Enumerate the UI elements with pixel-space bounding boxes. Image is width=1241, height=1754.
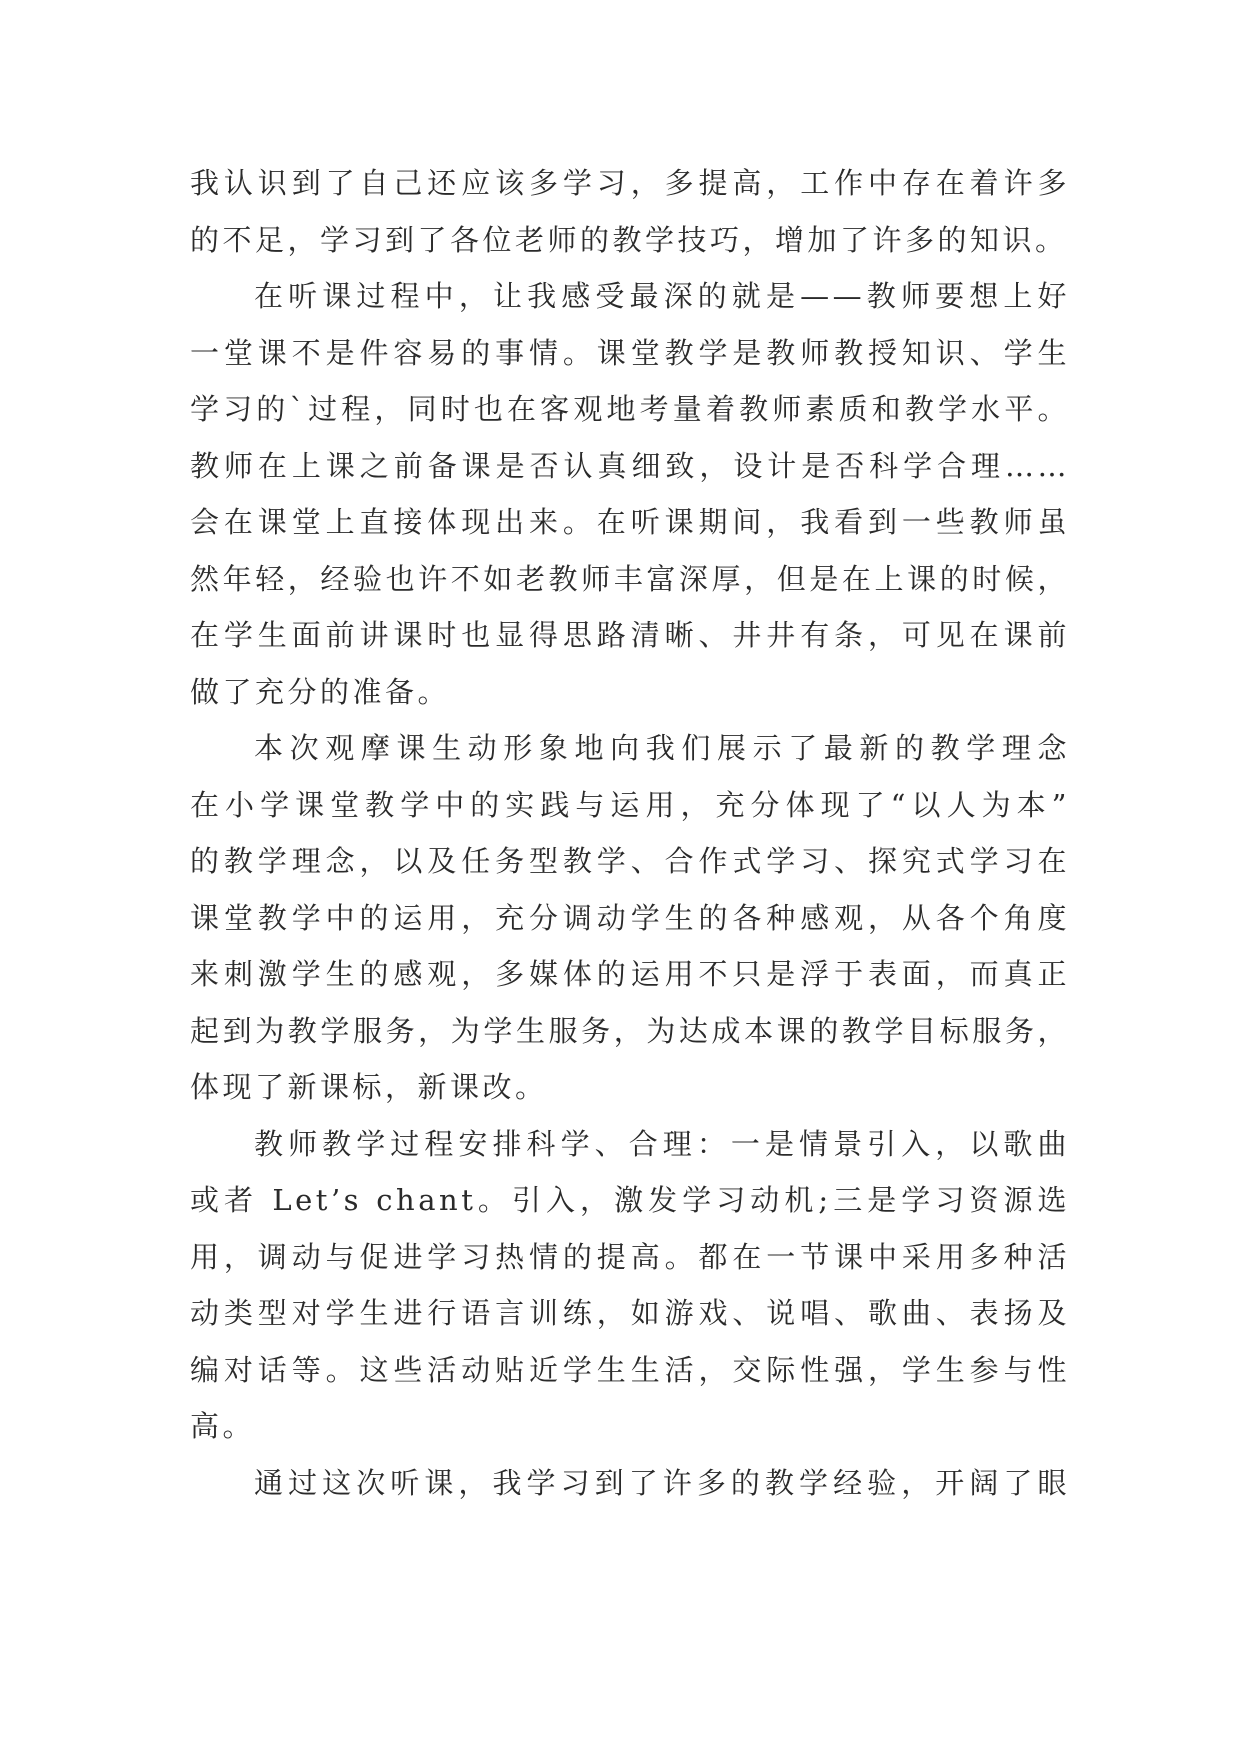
- text-line: 然年轻，经验也许不如老教师丰富深厚，但是在上课的时候，: [190, 561, 1070, 596]
- text-line: 起到为教学服务，为学生服务，为达成本课的教学目标服务，: [190, 1013, 1070, 1048]
- text-line: 动类型对学生进行语言训练，如游戏、说唱、歌曲、表扬及: [190, 1296, 1070, 1330]
- text-line: 编对话等。这些活动贴近学生生活，交际性强，学生参与性: [190, 1352, 1070, 1387]
- text-line: 教师在上课之前备课是否认真细致，设计是否科学合理……: [190, 448, 1070, 483]
- body-text: [190, 155, 1070, 1511]
- text-line: 我认识到了自己还应该多学习，多提高，工作中存在着许多: [190, 166, 1070, 200]
- text-line: 学习的`过程，同时也在客观地考量着教师素质和教学水平。: [190, 392, 1070, 426]
- text-line: 在听课过程中，让我感受最深的就是——教师要想上好: [254, 279, 1070, 313]
- text-line: 一堂课不是件容易的事情。课堂教学是教师教授知识、学生: [190, 335, 1070, 370]
- text-line: 的不足，学习到了各位老师的教学技巧，增加了许多的知识。: [190, 222, 1068, 257]
- text-line: 来刺激学生的感观，多媒体的运用不只是浮于表面，而真正: [190, 957, 1070, 991]
- text-line: 的教学理念，以及任务型教学、合作式学习、探究式学习在: [190, 844, 1070, 878]
- text-line: 高。: [190, 1409, 256, 1443]
- text-line: 做了充分的准备。: [190, 674, 451, 709]
- text-line: 在学生面前讲课时也显得思路清晰、井井有条，可见在课前: [190, 618, 1070, 652]
- text-line: 课堂教学中的运用，充分调动学生的各种感观，从各个角度: [190, 900, 1070, 935]
- text-line: 体现了新课标，新课改。: [190, 1070, 548, 1104]
- text-line: 或者 Let’s chant。引入，激发学习动机;三是学习资源选: [190, 1183, 1070, 1217]
- text-line: 教师教学过程安排科学、合理：一是情景引入，以歌曲: [254, 1126, 1070, 1161]
- text-line: 通过这次听课，我学习到了许多的教学经验，开阔了眼: [254, 1465, 1070, 1500]
- text-line: 用，调动与促进学习热情的提高。都在一节课中采用多种活: [190, 1239, 1070, 1274]
- text-line: 在小学课堂教学中的实践与运用，充分体现了“以人为本”: [190, 787, 1070, 822]
- text-line: 本次观摩课生动形象地向我们展示了最新的教学理念: [254, 731, 1070, 765]
- text-line: 会在课堂上直接体现出来。在听课期间，我看到一些教师虽: [190, 505, 1070, 539]
